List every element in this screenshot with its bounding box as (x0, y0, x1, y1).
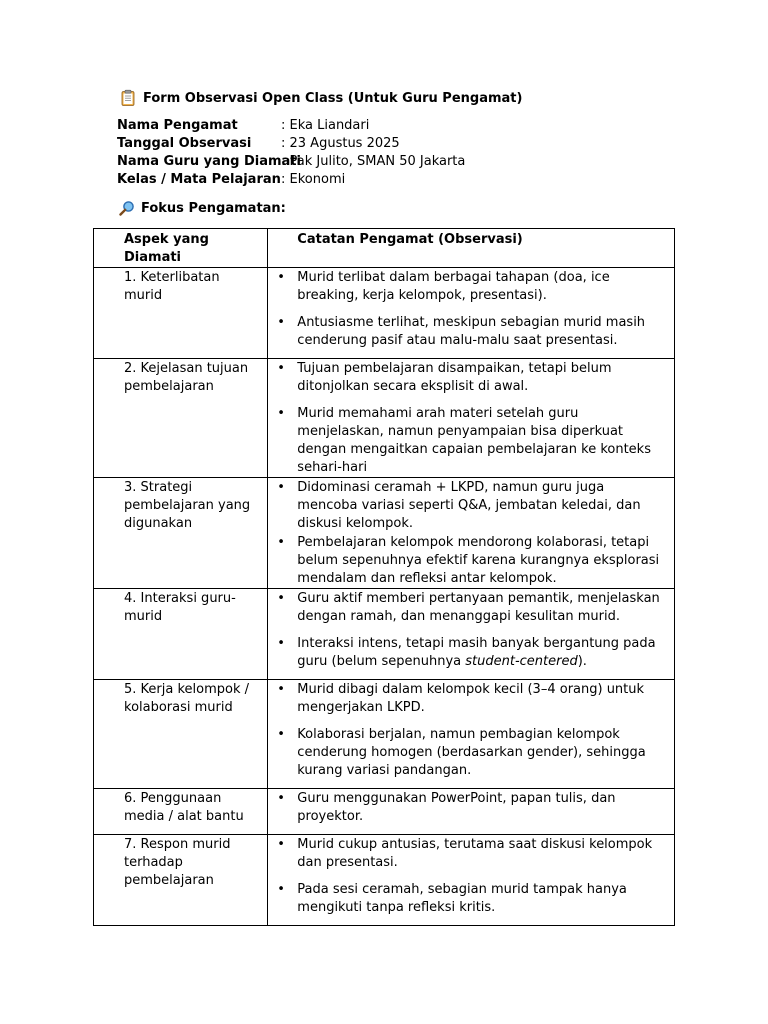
table-row (94, 589, 675, 680)
observation-info (117, 117, 465, 189)
table-row (94, 680, 675, 789)
aspect-label: 4. Interaksi guru-murid (124, 591, 236, 624)
column-header-notes: Catatan Pengamat (Observasi) (268, 229, 675, 268)
observation-table (93, 228, 675, 926)
table-row (94, 359, 675, 478)
form-title: Form Observasi Open Class (Untuk Guru Pengamat) (143, 90, 523, 106)
list-item: • Murid memahami arah materi setelah guru menjelaskan, namun penyampaian bisa diperkuat dengan mengaitkan capaian pembelajaran ke konteks sehari-hari (277, 406, 651, 475)
list-item: • Antusiasme terlihat, meskipun sebagian murid masih cenderung pasif atau malu-malu saat presentasi. (277, 315, 646, 348)
info-label: Kelas / Mata Pelajaran (117, 172, 281, 187)
aspect-label: 5. Kerja kelompok / kolaborasi murid (124, 682, 250, 715)
notes-list (268, 590, 674, 671)
list-item: • Kolaborasi berjalan, namun pembagian kelompok cenderung homogen (berdasarkan gender), sehingga kurang variasi pandangan. (277, 727, 646, 778)
notes-list (268, 836, 674, 917)
column-header-aspect: Aspek yang Diamati (94, 229, 268, 268)
list-item: • Interaksi intens, tetapi masih banyak bergantung pada guru (belum sepenuhnya student-centered). (277, 636, 656, 669)
focus-title: Fokus Pengamatan: (141, 200, 286, 216)
aspect-label: 7. Respon murid terhadap pembelajaran (124, 837, 231, 888)
list-item: • Didominasi ceramah + LKPD, namun guru juga mencoba variasi seperti Q&A, jembatan keledai, dan diskusi kelompok. (277, 480, 641, 531)
magnifier-icon (119, 200, 135, 216)
info-value: : Ekonomi (281, 172, 346, 187)
info-label: Nama Guru yang Diamati (117, 154, 301, 169)
list-item: • Tujuan pembelajaran disampaikan, tetapi belum ditonjolkan secara eksplisit di awal. (277, 361, 612, 394)
info-value: : 23 Agustus 2025 (281, 136, 400, 151)
focus-heading (119, 200, 286, 216)
list-item: • Guru menggunakan PowerPoint, papan tulis, dan proyektor. (277, 791, 616, 824)
table-header-row (94, 229, 675, 268)
form-title-row (119, 89, 522, 107)
info-label: Tanggal Observasi (117, 136, 252, 151)
table-row (94, 478, 675, 589)
info-value: : Pak Julito, SMAN 50 Jakarta (281, 154, 466, 169)
list-item: • Murid terlibat dalam berbagai tahapan (doa, ice breaking, kerja kelompok, presentasi). (277, 270, 610, 303)
notes-list (268, 790, 674, 826)
aspect-label: 3. Strategi pembelajaran yang digunakan (124, 480, 251, 531)
notes-list (268, 681, 674, 780)
info-row (117, 153, 465, 171)
list-item: • Pada sesi ceramah, sebagian murid tampak hanya mengikuti tanpa refleksi kritis. (277, 882, 627, 915)
notes-list (268, 269, 674, 350)
clipboard-icon (119, 89, 137, 107)
table-row (94, 268, 675, 359)
info-label: Nama Pengamat (117, 118, 238, 133)
info-row (117, 135, 465, 153)
table-row (94, 789, 675, 835)
aspect-label: 6. Penggunaan media / alat bantu (124, 791, 244, 824)
aspect-label: 2. Kejelasan tujuan pembelajaran (124, 361, 249, 394)
notes-list (268, 479, 674, 588)
list-item: • Murid dibagi dalam kelompok kecil (3–4 orang) untuk mengerjakan LKPD. (277, 682, 645, 715)
info-row (117, 117, 465, 135)
table-row (94, 835, 675, 926)
list-item: • Pembelajaran kelompok mendorong kolaborasi, tetapi belum sepenuhnya efektif karena kurangnya eksplorasi mendalam dan refleksi antar kelompok. (277, 535, 660, 586)
notes-list (268, 360, 674, 477)
list-item: • Guru aktif memberi pertanyaan pemantik, menjelaskan dengan ramah, dan menanggapi kesulitan murid. (277, 591, 660, 624)
info-value: : Eka Liandari (281, 118, 370, 133)
list-item: • Murid cukup antusias, terutama saat diskusi kelompok dan presentasi. (277, 837, 653, 870)
aspect-label: 1. Keterlibatan murid (124, 270, 220, 303)
info-row (117, 171, 465, 189)
